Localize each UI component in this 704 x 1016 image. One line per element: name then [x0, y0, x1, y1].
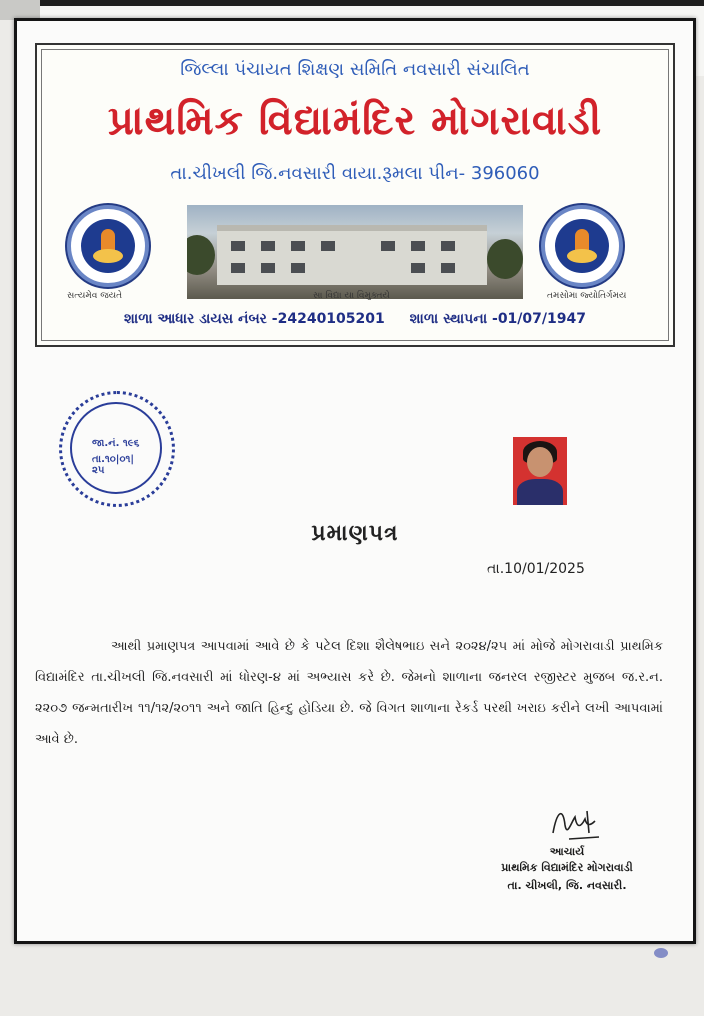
stamp-number: જા.નં. ૧૯૬	[92, 438, 140, 449]
motto-left: સત્યમેવ જયતે	[67, 291, 123, 301]
ink-smudge	[654, 948, 668, 958]
certificate-date: તા.10/01/2025	[487, 561, 585, 577]
school-name: પ્રાથમિક વિદ્યામંદિર મોગરાવાડી	[107, 97, 603, 144]
motto-right: તમસોમા જ્યોતિર્ગમય	[547, 291, 627, 301]
signature-school: પ્રાથમિક વિદ્યામંદિર મોગરાવાડી	[501, 861, 633, 874]
student-photo	[513, 437, 567, 505]
signature-location: તા. ચીખલી, જિ. નવસારી.	[507, 879, 627, 892]
certificate-paper	[14, 18, 696, 944]
certificate-body: આથી પ્રમાણપત્ર આપવામાં આવે છે કે પટેલ દિશા શૈલેષભાઇ સને ૨૦૨૪/૨૫ માં મોજે મોગરાવાડી પ્રાથમિક વિદ્યામંદિર તા.ચીખલી જિ.નવસારી માં ધોરણ-૪ માં અભ્યાસ કરે છે. જેમનો શાળાના જનરલ રજીસ્ટર મુજબ જ.ર.ન. ૨૨૦૭ જન્મતારીખ ૧૧/૧૨/૨૦૧૧ અને જાતિ હિન્દુ હોડિયા છે. જે વિગત શાળાના રેકર્ડ પરથી ખરાઇ કરીને લખી આપવામાં આવે છે.	[35, 639, 663, 747]
letterhead-subtitle: જિલ્લા પંચાયત શિક્ષણ સમિતિ નવસારી સંચાલિત	[180, 59, 530, 80]
saraswati-emblem-right-icon	[541, 205, 623, 287]
stamp-date: તા.૧૦|૦૧|૨૫	[92, 454, 135, 476]
school-address: તા.ચીખલી જિ.નવસારી વાયા.રૂમલા પીન- 396060	[170, 163, 540, 184]
dise-number: શાળા આધાર ડાયસ નંબર -24240105201	[124, 311, 385, 327]
saraswati-emblem-left-icon	[67, 205, 149, 287]
certificate-title: પ્રમાણપત્ર	[311, 521, 399, 546]
motto-center: સા વિદ્યા યા વિમુક્તયે	[313, 291, 390, 301]
school-letterhead	[35, 43, 675, 347]
signature-role: આચાર્ય	[549, 845, 585, 858]
establishment-date: શાળા સ્થાપના -01/07/1947	[409, 311, 586, 327]
school-seal-stamp	[59, 391, 175, 507]
letterhead-footer	[37, 311, 673, 327]
principal-signature-icon	[547, 803, 607, 845]
school-building-photo	[187, 205, 523, 299]
